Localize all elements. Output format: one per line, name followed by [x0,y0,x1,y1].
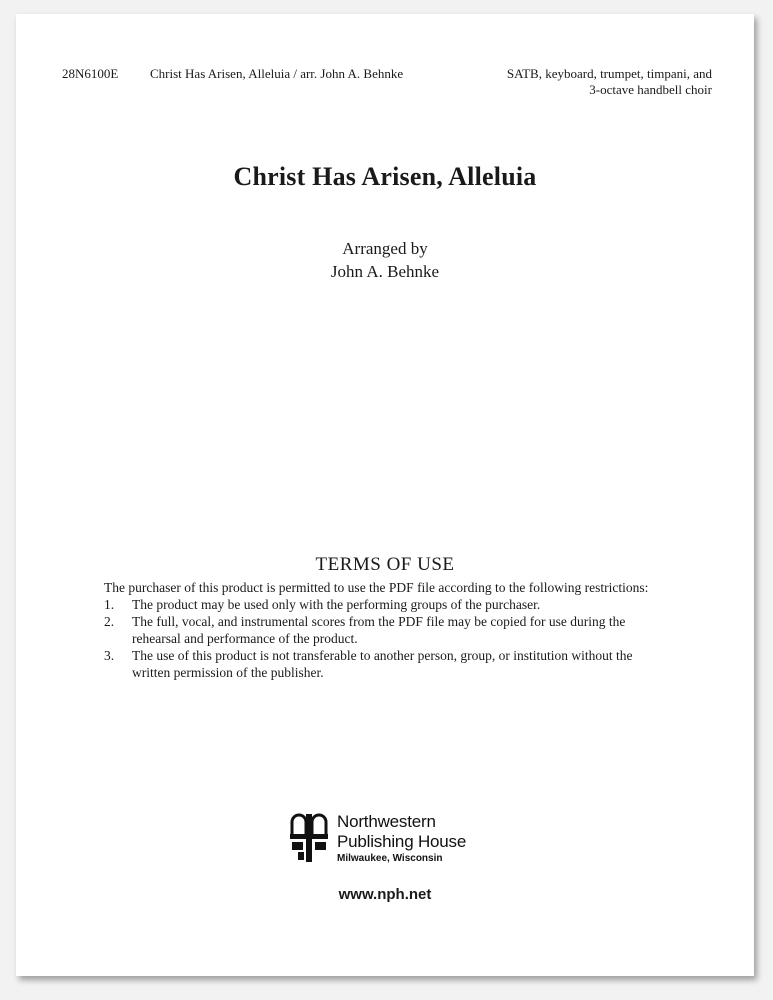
publisher-location: Milwaukee, Wisconsin [337,853,443,864]
terms-item-text: The product may be used only with the performing groups of the purchaser. [132,597,541,612]
terms-list [104,596,674,681]
cross-church-logo-icon [288,812,330,864]
terms-item-text: The full, vocal, and instrumental scores from the PDF file may be copied for use during the rehearsal and performance of the product. [132,614,626,646]
publisher-name [337,812,466,866]
header-voicing [432,66,712,98]
terms-item-number: 3. [104,648,115,663]
catalog-code: 28N6100E [62,66,119,81]
terms-body [104,579,674,681]
arranger-name: John A. Behnke [330,262,440,281]
terms-item [104,647,674,681]
publisher-url[interactable]: www.nph.net [338,886,432,903]
terms-item-number: 2. [104,614,115,629]
arranged-by-label: Arranged by [342,239,428,258]
publisher-name-line-2: Publishing House [337,832,467,851]
terms-item [104,613,674,647]
terms-item [104,596,674,613]
terms-heading: TERMS OF USE [315,554,455,575]
terms-item-number: 1. [104,597,115,612]
voicing-line-1: SATB, keyboard, trumpet, timpani, and [506,66,712,81]
publisher-name-line-1: Northwestern [337,812,436,831]
page-title: Christ Has Arisen, Alleluia [233,162,537,191]
document-page [16,14,754,976]
header-title: Christ Has Arisen, Alleluia / arr. John A. Behnke [150,66,404,81]
terms-item-text: The use of this product is not transferable to another person, group, or institution without the written permission of the publisher. [132,648,633,680]
terms-intro: The purchaser of this product is permitted to use the PDF file according to the following restrictions: [104,580,649,595]
voicing-line-2: 3-octave handbell choir [589,82,712,97]
